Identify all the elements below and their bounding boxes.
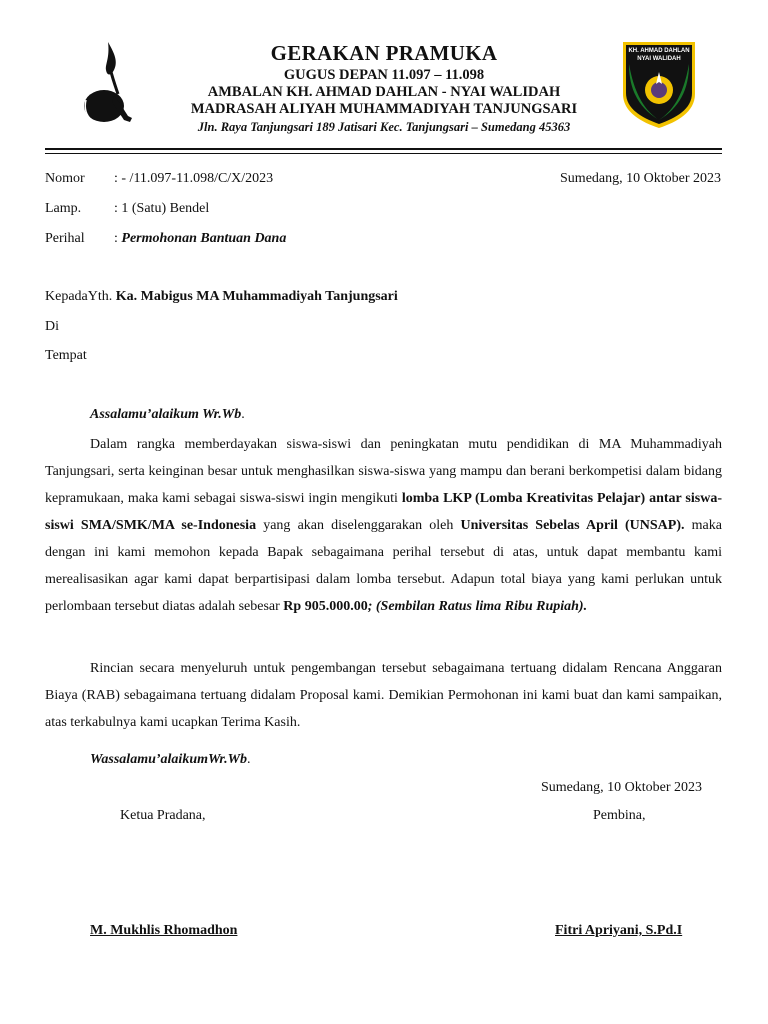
closing-text: Wassalamu’alaikumWr.Wb [90,752,248,767]
right-signer-role: Pembina, [593,808,646,823]
letterhead-rule-thick [45,148,722,150]
p1-organizer: Universitas Sebelas April (UNSAP). [460,518,685,533]
p1-text-a: Dalam rangka memberdayakan siswa-siswi dan peningkatan mutu pendidikan di MA Muhammadiyah Tanjungsari, serta keinginan besar untuk menghasilkan siswa-siswa yang mampu dan berani berkompetisi dalam bidang kepramukaan, maka kami sebagai siswa-siswi ingin mengikuti [45,437,722,506]
greeting [90,407,245,423]
greeting-text: Assalamu’alaikum Wr.Wb [90,407,242,422]
closing [90,752,251,768]
p1-amount-words: ; (Sembilan Ratus lima Ribu Rupiah). [367,599,588,614]
greeting-dot: . [241,407,245,422]
perihal-text: Permohonan Bantuan Dana [121,231,287,246]
letterhead-rule-thin [45,153,722,154]
badge-text-line-2: NYAI WALIDAH [637,56,681,62]
recipient-name: Ka. Mabigus MA Muhammadiyah Tanjungsari [115,289,398,304]
closing-dot: . [247,752,251,767]
perihal-value [114,231,286,247]
nomor-label: Nomor [45,171,85,186]
p1-text-e: maka dengan ini kami memohon kepada Bapak sebagaimana perihal tersebut di atas, untuk dapat membantu kami merealisasikan agar kami dapat berpartisipasi dalam lomba tersebut. Adapun total biaya yang kami perlukan untuk perlombaan tersebut diatas adalah sebesar [45,518,722,614]
gugus-depan-line: GUGUS DEPAN 11.097 – 11.098 [283,67,485,83]
perihal-colon: : [114,231,118,246]
p2-text: Rincian secara menyeluruh untuk pengembangan tersebut sebagaimana tertuang didalam Rencana Anggaran Biaya (RAB) sebagaimana tertuang didalam Proposal kami. Demikian Permohonan ini kami buat dan kami sampaikan, atas terkabulnya kami ucapkan Terima Kasih. [45,661,722,730]
lamp-value: : 1 (Satu) Bendel [114,201,210,216]
letter-date: Sumedang, 10 Oktober 2023 [560,171,721,186]
pramuka-tunas-kelapa-logo [80,40,136,126]
p1-competition-name: lomba LKP (Lomba Kreativitas Pelajar) antar siswa-siswi SMA/SMK/MA se-Indonesia [45,491,722,533]
ambalan-line: AMBALAN KH. AHMAD DAHLAN - NYAI WALIDAH [207,84,561,100]
address-line: Jln. Raya Tanjungsari 189 Jatisari Kec. Tanjungsari – Sumedang 45363 [197,120,571,134]
body-paragraph-1 [45,431,722,620]
nomor-value: : - /11.097-11.098/C/X/2023 [114,171,274,186]
recipient-prefix: KepadaYth. [45,289,113,304]
org-title: GERAKAN PRAMUKA [270,41,498,65]
school-line: MADRASAH ALIYAH MUHAMMADIYAH TANJUNGSARI [190,101,578,117]
right-signer-name: Fitri Apriyani, S.Pd.I [555,923,683,938]
recipient-di: Di [45,319,59,334]
left-signer-name: M. Mukhlis Rhomadhon [90,923,238,938]
p1-amount: Rp 905.000.00 [283,599,368,614]
left-signer-role: Ketua Pradana, [120,808,206,823]
signature-date: Sumedang, 10 Oktober 2023 [541,780,702,795]
recipient-line [45,289,398,305]
p1-text-c: yang akan diselenggarakan oleh [256,518,461,533]
ambalan-badge-logo [619,38,699,130]
perihal-label: Perihal [45,231,85,246]
body-paragraph-2 [45,655,722,736]
lamp-label: Lamp. [45,201,82,216]
recipient-tempat: Tempat [45,348,87,363]
badge-text-line-1: KH. AHMAD DAHLAN [628,48,690,54]
